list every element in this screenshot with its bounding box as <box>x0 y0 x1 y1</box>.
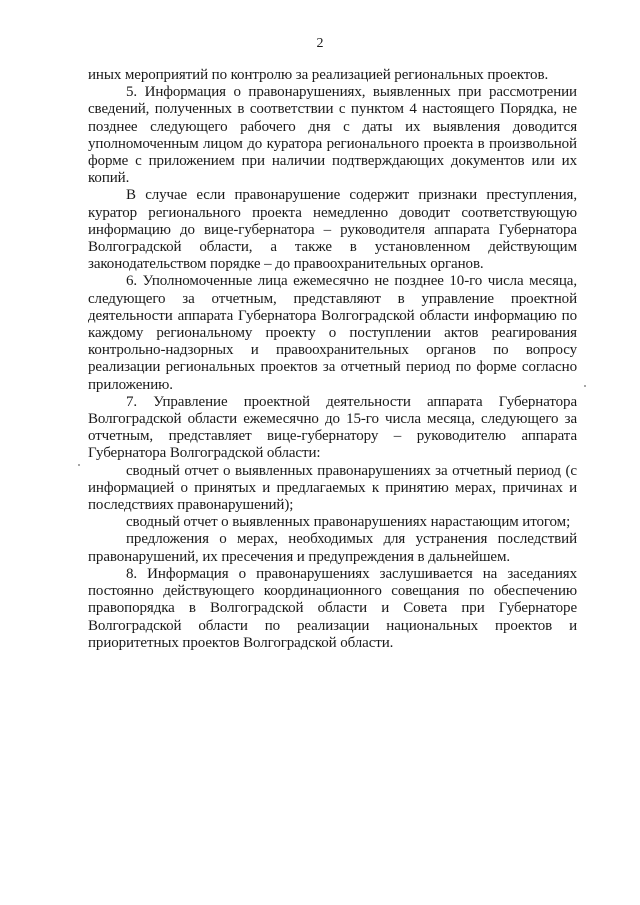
document-body <box>88 67 577 652</box>
paragraph-item-5-note: В случае если правонарушение содержит признаки преступления, куратор регионального проекта немедленно доводит соответствующую информацию до вице-губернатора – руководителя аппарата Губернатора Волгоградской области, а также в установленном действующим законодательством порядке – до правоохранительных органов. <box>88 187 577 273</box>
paragraph-item-7: 7. Управление проектной деятельности аппарата Губернатора Волгоградской области ежемесячно до 15-го числа месяца, следующего за отчетным, представляет вице-губернатору – руководителю аппарата Губернатора Волгоградской области: <box>88 393 577 462</box>
page-number: 2 <box>316 36 324 51</box>
paragraph-item-7-proposals: предложения о мерах, необходимых для устранения последствий правонарушений, их пресечения и предупреждения в дальнейшем. <box>88 531 577 565</box>
paragraph-continuation: иных мероприятий по контролю за реализацией региональных проектов. <box>88 67 549 83</box>
scan-speck <box>78 464 80 466</box>
paragraph-item-7-report-period: сводный отчет о выявленных правонарушениях за отчетный период (с информацией о принятых и предлагаемых к принятию мерах, причинах и последствиях правонарушений); <box>88 462 577 514</box>
paragraph-item-7-report-cumulative: сводный отчет о выявленных правонарушениях нарастающим итогом; <box>126 514 571 531</box>
paragraph-item-5: 5. Информация о правонарушениях, выявленных при рассмотрении сведений, полученных в соответствии с пунктом 4 настоящего Порядка, не позднее следующего рабочего дня с даты их выявления доводится уполномоченным лицом до куратора регионального проекта в произвольной форме с приложением при наличии подтверждающих документов или их копий. <box>88 84 577 187</box>
scan-speck <box>584 385 586 387</box>
paragraph-item-6: 6. Уполномоченные лица ежемесячно не позднее 10-го числа месяца, следующего за отчетным, представляют в управление проектной деятельности аппарата Губернатора Волгоградской области информацию по каждому региональному проекту о поступлении актов реагирования контрольно-надзорных и правоохранительных органов по вопросу реализации региональных проектов за отчетный период по форме согласно приложению. <box>88 273 577 393</box>
paragraph-item-8: 8. Информация о правонарушениях заслушивается на заседаниях постоянно действующего координационного совещания по обеспечению правопорядка в Волгоградской области и Совета при Губернаторе Волгоградской области по реализации национальных проектов и приоритетных проектов Волгоградской области. <box>88 565 577 651</box>
